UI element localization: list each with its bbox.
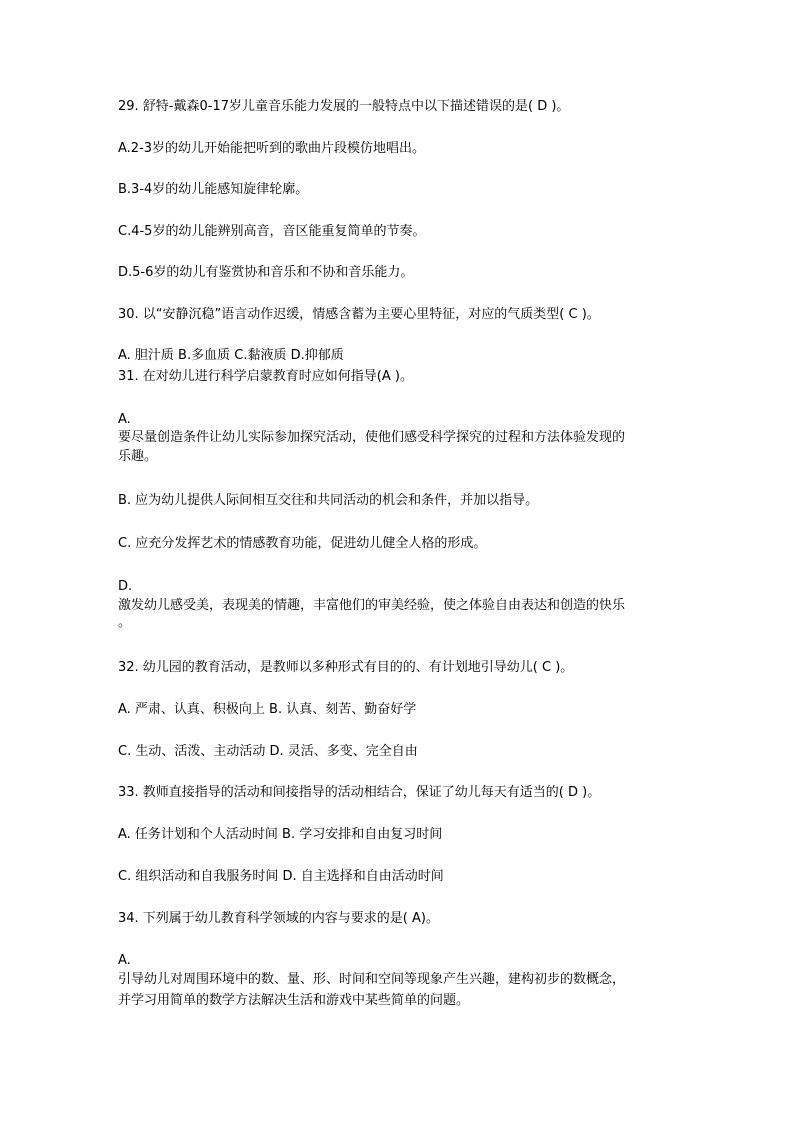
question-32: 32. 幼儿园的教育活动，是教师以多种形式有目的的、有计划地引导幼儿( C )。 (118, 660, 574, 675)
question-29: 29. 舒特-戴森0-17岁儿童音乐能力发展的一般特点中以下描述错误的是( D )。 (118, 99, 570, 114)
options-33-cd: C. 组织活动和自我服务时间 D. 自主选择和自由活动时间 (118, 869, 444, 884)
question-30: 30. 以“安静沉稳”语言动作迟缓，情感含蓄为主要心里特征，对应的气质类型( C )。 (118, 307, 600, 322)
option-d-text-cont: 。 (118, 615, 132, 630)
options-32-cd: C. 生动、活泼、主动活动 D. 灵活、多变、完全自由 (118, 744, 418, 759)
options-30: A. 胆汁质 B.多血质 C.黏液质 D.抑郁质 (118, 348, 344, 363)
question-31: 31. 在对幼儿进行科学启蒙教育时应如何指导(A )。 (118, 369, 413, 384)
option-a-text: 要尽量创造条件让幼儿实际参加探究活动，使他们感受科学探究的过程和方法体验发现的 (118, 430, 626, 445)
option-a-text: 引导幼儿对周围环境中的数、量、形、时间和空间等现象产生兴趣，建构初步的数概念， (118, 972, 626, 987)
option-b: B.3-4岁的幼儿能感知旋律轮廓。 (118, 182, 309, 197)
question-34: 34. 下列属于幼儿教育科学领域的内容与要求的是( A)。 (118, 911, 439, 926)
option-d: D.5-6岁的幼儿有鉴赏协和音乐和不协和音乐能力。 (118, 265, 414, 280)
question-33: 33. 教师直接指导的活动和间接指导的活动相结合，保证了幼儿每天有适当的( D )。 (118, 785, 601, 800)
options-32-ab: A. 严肃、认真、积极向上 B. 认真、刻苦、勤奋好学 (118, 702, 417, 717)
option-d-text: 激发幼儿感受美，表现美的情趣，丰富他们的审美经验，使之体验自由表达和创造的快乐 (118, 598, 626, 613)
option-c: C.4-5岁的幼儿能辨别高音，音区能重复简单的节奏。 (118, 224, 426, 239)
option-a-label: A. (118, 412, 131, 427)
option-c: C. 应充分发挥艺术的情感教育功能，促进幼儿健全人格的形成。 (118, 536, 487, 551)
options-33-ab: A. 任务计划和个人活动时间 B. 学习安排和自由复习时间 (118, 827, 443, 842)
option-a-text-cont: 并学习用简单的数学方法解决生活和游戏中某些简单的问题。 (118, 993, 470, 1008)
option-a-label: A. (118, 953, 131, 968)
option-a-text-cont: 乐趣。 (118, 449, 158, 464)
option-a: A.2-3岁的幼儿开始能把听到的歌曲片段模仿地唱出。 (118, 141, 426, 156)
option-b: B. 应为幼儿提供人际间相互交往和共同活动的机会和条件，并加以指导。 (118, 493, 539, 508)
option-d-label: D. (118, 579, 133, 594)
